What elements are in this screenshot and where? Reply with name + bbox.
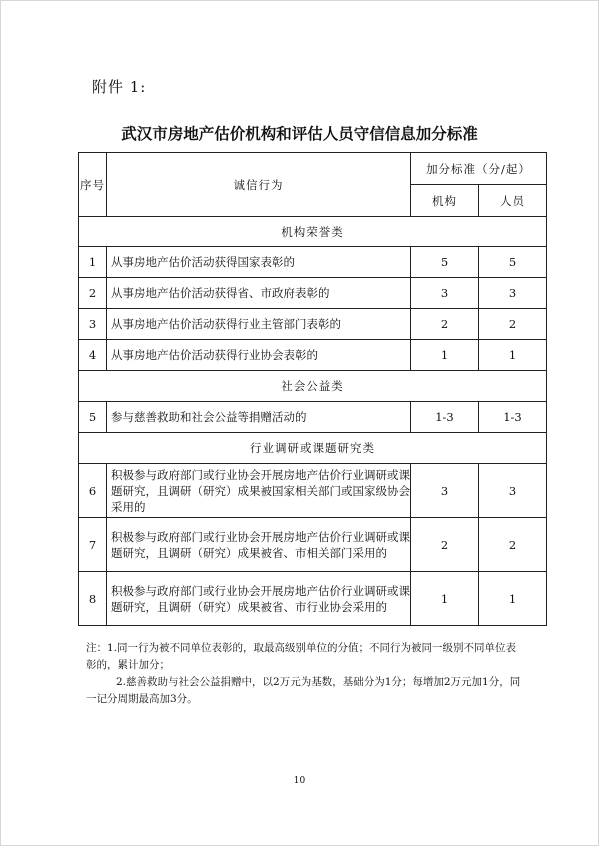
row-institution-score: 3 xyxy=(411,278,479,309)
note-1: 注：1.同一行为被不同单位表彰的，取最高级别单位的分值；不同行为被同一级别不同单位表彰的，累计加分； xyxy=(86,642,517,671)
row-behavior: 积极参与政府部门或行业协会开展房地产估价行业调研或课题研究，且调研（研究）成果被省、市相关部门采用的 xyxy=(107,518,411,572)
row-personnel-score: 2 xyxy=(479,518,547,572)
score-standard-table xyxy=(78,152,547,626)
row-personnel-score: 1 xyxy=(479,340,547,371)
header-institution: 机构 xyxy=(411,185,479,217)
row-behavior: 积极参与政府部门或行业协会开展房地产估价行业调研或课题研究，且调研（研究）成果被国家相关部门或国家级协会采用的 xyxy=(107,464,411,518)
row-index: 6 xyxy=(79,464,107,518)
category-row: 行业调研或课题研究类 xyxy=(79,433,547,464)
table-row xyxy=(79,464,547,518)
row-index: 8 xyxy=(79,572,107,626)
row-index: 2 xyxy=(79,278,107,309)
row-personnel-score: 2 xyxy=(479,309,547,340)
row-behavior: 积极参与政府部门或行业协会开展房地产估价行业调研或课题研究，且调研（研究）成果被省、市行业协会采用的 xyxy=(107,572,411,626)
row-behavior: 从事房地产估价活动获得行业主管部门表彰的 xyxy=(107,309,411,340)
row-institution-score: 2 xyxy=(411,518,479,572)
table-row xyxy=(79,278,547,309)
row-behavior: 参与慈善救助和社会公益等捐赠活动的 xyxy=(107,402,411,433)
header-score-standard: 加分标准（分/起） xyxy=(411,153,547,185)
row-personnel-score: 3 xyxy=(479,464,547,518)
header-behavior: 诚信行为 xyxy=(107,153,411,217)
table-row xyxy=(79,572,547,626)
row-institution-score: 1 xyxy=(411,340,479,371)
row-institution-score: 3 xyxy=(411,464,479,518)
row-personnel-score: 3 xyxy=(479,278,547,309)
row-personnel-score: 1 xyxy=(479,572,547,626)
row-index: 7 xyxy=(79,518,107,572)
row-behavior: 从事房地产估价活动获得国家表彰的 xyxy=(107,247,411,278)
header-personnel: 人员 xyxy=(479,185,547,217)
table-notes xyxy=(86,640,526,708)
row-index: 3 xyxy=(79,309,107,340)
table-row xyxy=(79,518,547,572)
attachment-label: 附件 1: xyxy=(92,78,147,96)
row-personnel-score: 5 xyxy=(479,247,547,278)
table-row xyxy=(79,247,547,278)
table-row xyxy=(79,309,547,340)
note-2: 2.慈善救助与社会公益捐赠中，以2万元为基数，基础分为1分；每增加2万元加1分，同一记分周期最高加3分。 xyxy=(86,676,521,705)
row-institution-score: 5 xyxy=(411,247,479,278)
row-index: 5 xyxy=(79,402,107,433)
table-row xyxy=(79,402,547,433)
category-row: 机构荣誉类 xyxy=(79,217,547,247)
row-institution-score: 2 xyxy=(411,309,479,340)
row-personnel-score: 1-3 xyxy=(479,402,547,433)
row-behavior: 从事房地产估价活动获得行业协会表彰的 xyxy=(107,340,411,371)
row-index: 4 xyxy=(79,340,107,371)
row-index: 1 xyxy=(79,247,107,278)
category-row: 社会公益类 xyxy=(79,371,547,402)
row-institution-score: 1-3 xyxy=(411,402,479,433)
row-behavior: 从事房地产估价活动获得省、市政府表彰的 xyxy=(107,278,411,309)
page-number: 10 xyxy=(293,776,306,786)
table-row xyxy=(79,340,547,371)
row-institution-score: 1 xyxy=(411,572,479,626)
document-title: 武汉市房地产估价机构和评估人员守信信息加分标准 xyxy=(121,125,478,143)
header-index: 序号 xyxy=(79,153,107,217)
